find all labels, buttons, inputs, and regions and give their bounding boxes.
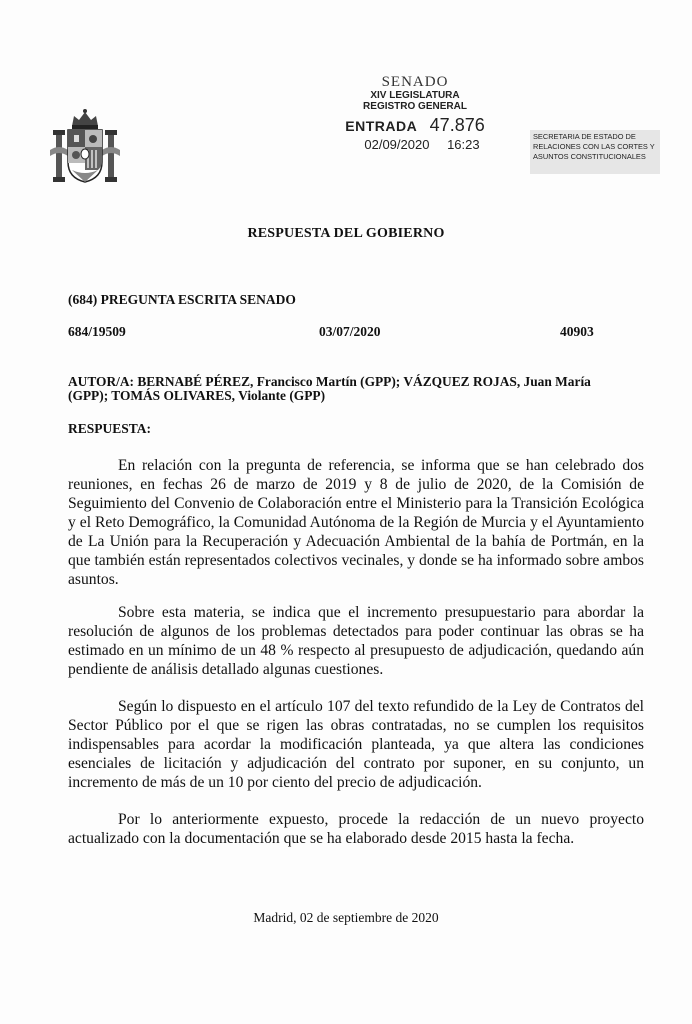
stamp-date: 02/09/2020 <box>364 137 430 152</box>
paragraph-text: Por lo anteriormente expuesto, procede la redacción de un nuevo proyecto actualizado con la documentación que se ha elaborado desde 2015 hasta la fecha. <box>68 811 644 847</box>
question-type: (684) PREGUNTA ESCRITA SENADO <box>68 292 296 307</box>
paragraph-text: En relación con la pregunta de referencia, se informa que se han celebrado dos reuniones, en fechas 26 de marzo de 2019 y 8 de julio de 2020, de la Comisión de Seguimiento del Convenio de Colaboración entre el Ministerio para la Transición Ecológica y el Reto Demográfico, la Comunidad Autónoma de la Región de Murcia y el Ayuntamiento de La Unión para la Recuperación y Adecuación Ambiental de la bahía de Portmán, en la que también están representados colectivos vecinales, y donde se ha informado sobre ambos asuntos. <box>68 457 644 588</box>
registry-stamp <box>330 74 500 153</box>
answer-label: RESPUESTA: <box>68 421 152 436</box>
stamp-entry-row <box>330 115 500 137</box>
paragraph-text: Según lo dispuesto en el artículo 107 del texto refundido de la Ley de Contratos del Sector Público por el que se rigen las obras contratadas, no se cumplen los requisitos indispensables para acordar la modificación planteada, ya que altera las condiciones esenciales de licitación y adjudicación del contrato por suponer, en su conjunto, un incremento de más de un 10 por ciento del precio de adjudicación. <box>68 698 644 791</box>
stamp-legislature: XIV LEGISLATURA <box>370 90 460 101</box>
question-date: 03/07/2020 <box>319 324 381 339</box>
ministry-line: RELACIONES CON LAS CORTES Y <box>533 142 655 151</box>
entry-code: 40903 <box>560 324 594 339</box>
authors-line: (GPP); TOMÁS OLIVARES, Violante (GPP) <box>68 388 326 403</box>
stamp-registry: REGISTRO GENERAL <box>363 101 467 112</box>
ministry-line: SECRETARIA DE ESTADO DE <box>533 132 636 141</box>
stamp-datetime <box>330 137 500 153</box>
signature-date: Madrid, 02 de septiembre de 2020 <box>253 910 439 925</box>
ministry-box <box>530 130 660 174</box>
stamp-institution: SENADO <box>381 74 449 90</box>
paragraph-text: Sobre esta materia, se indica que el incremento presupuestario para abordar la resolución de algunos de los problemas detectados para poder continuar las obras se ha estimado en un mínimo de un 48 % respecto al presupuesto de adjudicación, quedando aún pendiente de análisis detallado algunas cuestiones. <box>68 604 644 678</box>
stamp-time: 16:23 <box>447 137 480 152</box>
answer-paragraph <box>68 456 644 589</box>
authors-line: AUTOR/A: BERNABÉ PÉREZ, Francisco Martín (GPP); VÁZQUEZ ROJAS, Juan María <box>68 374 591 389</box>
document-title: RESPUESTA DEL GOBIERNO <box>247 226 445 241</box>
answer-paragraph <box>68 810 644 848</box>
question-reference: 684/19509 <box>68 324 126 339</box>
stamp-entry-number: 47.876 <box>429 115 485 135</box>
coat-of-arms-icon <box>50 106 120 186</box>
answer-paragraph <box>68 603 644 679</box>
stamp-entry-label: ENTRADA <box>345 118 418 134</box>
answer-paragraph <box>68 697 644 792</box>
ministry-line: ASUNTOS CONSTITUCIONALES <box>533 152 646 161</box>
